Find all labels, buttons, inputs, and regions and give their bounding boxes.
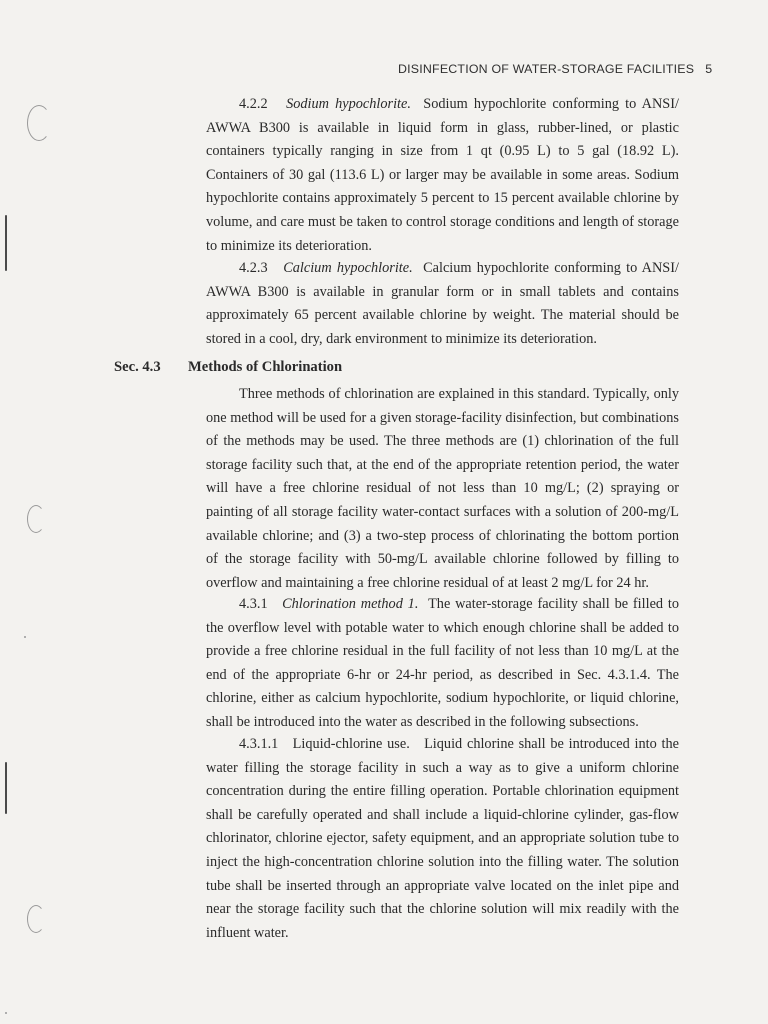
- paragraph-text: The water-storage facility shall be filled to the overflow level with potable water to which enough chlorine shall be added to provide a free chlorine residual in the full facility of not less than 10 mg/L at the end of the appropriate 6-hr or 24-hr period, as described in Sec. 4.3.1.4. The chlorine, either as calcium hypochlorite, sodium hypochlorite, or liquid chlorine, shall be introduced into the water as described in the following subsections.: [206, 596, 679, 730]
- subsection-4-2-3: [206, 257, 679, 351]
- page-number: 5: [705, 62, 713, 76]
- running-header: [398, 62, 712, 76]
- subsection-title: Chlorination method 1.: [282, 596, 419, 612]
- scan-speck: [24, 636, 26, 638]
- subsection-title: Sodium hypochlorite.: [286, 96, 411, 112]
- paragraph-text: Sodium hypochlorite conforming to ANSI/ AWWA B300 is available in liquid form in glass, rubber-lined, or plastic containers typically ranging in size from 1 qt (0.95 L) to 5 gal (18.92 L). Containers of 30 gal (113.6 L) or larger may be available in some areas. Sodium hypochlorite contains approximately 5 percent to 15 percent available chlorine by volume, and care must be taken to control storage conditions and length of storage to minimize its deterioration.: [206, 96, 679, 254]
- running-title: DISINFECTION OF WATER-STORAGE FACILITIES: [398, 62, 695, 76]
- paragraph: [206, 733, 679, 945]
- section-title: Methods of Chlorination: [188, 359, 343, 375]
- section-heading: [114, 359, 694, 376]
- paragraph: [206, 383, 679, 595]
- paragraph: [206, 593, 679, 735]
- paragraph-text: Three methods of chlorination are explained in this standard. Typically, only one method will be used for a given storage-facility disinfection, but combinations of the methods may be used. The three methods are (1) chlorination of the full storage facility such that, at the end of the appropriate retention period, the water will have a free chlorine residual of not less than 10 mg/L; (2) spraying or painting of all storage facility water-contact surfaces with a solution of 200-mg/L available chlorine; and (3) a two-step process of chlorinating the bottom portion of the storage facility with 50-mg/L available chlorine followed by filling to overflow and maintaining a free chlorine residual of at least 2 mg/L for 24 hr.: [206, 386, 679, 591]
- binder-mark-bottom: [5, 762, 7, 814]
- subsection-number: 4.2.3: [239, 260, 268, 276]
- paragraph: [206, 93, 679, 258]
- section-4-3-body: [206, 383, 679, 595]
- subsection-4-3-1-1: [206, 733, 679, 945]
- paragraph-text: Calcium hypochlorite conforming to ANSI/ AWWA B300 is available in granular form or in small tablets and contains approximately 65 percent available chlorine by weight. The material should be stored in a cool, dry, dark environment to minimize its deterioration.: [206, 260, 679, 347]
- subsection-title: Calcium hypochlorite.: [283, 260, 413, 276]
- paragraph: [206, 257, 679, 351]
- punch-hole-middle: [27, 505, 45, 533]
- subsection-number: 4.2.2: [239, 96, 268, 112]
- subsection-4-3-1: [206, 593, 679, 735]
- subsection-number: 4.3.1: [239, 596, 268, 612]
- binder-mark-top: [5, 215, 7, 271]
- paragraph-text: Liquid chlorine shall be introduced into the water filling the storage facility in such a way as to give a uniform chlorine concentration during the entire filling operation. Portable chlorination equipment shall be carefully operated and shall include a liquid-chlorine cylinder, gas-flow chlorinator, chlorine ejector, safety equipment, and an appropriate solution tube to inject the high-concentration chlorine solution into the filling water. The solution tube shall be inserted through an appropriate valve located on the inlet pipe and near the storage facility such that the chlorine solution will mix readily with the influent water.: [206, 736, 679, 941]
- punch-hole-bottom: [27, 905, 45, 933]
- subsection-4-2-2: [206, 93, 679, 258]
- subsection-title: Liquid-chlorine use.: [292, 736, 410, 752]
- scan-speck: [5, 1012, 7, 1014]
- punch-hole-top: [27, 105, 51, 141]
- section-label: Sec. 4.3: [114, 359, 161, 375]
- subsection-number: 4.3.1.1: [239, 736, 279, 752]
